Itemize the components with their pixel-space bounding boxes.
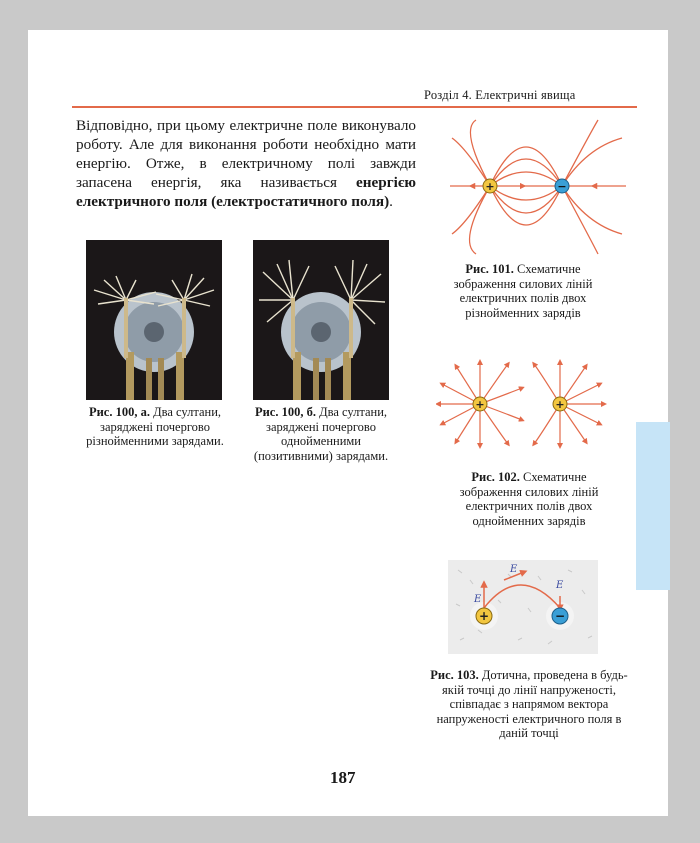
chapter-side-tab xyxy=(636,422,670,590)
fig102-plus-symbol-right: + xyxy=(555,398,565,411)
caption-fig-103-text: Дотична, проведена в будь-якій точці до лінії напруженості, співпадає з напрямом вектора напруженості електричного поля в даній точці xyxy=(436,668,628,740)
caption-fig-102 xyxy=(444,470,614,528)
fig102-plus-symbol-left: + xyxy=(475,398,485,411)
caption-fig-100b xyxy=(250,405,392,463)
photo-fig-100b xyxy=(253,240,389,400)
fig101-minus-symbol: − xyxy=(557,180,567,193)
fig103-plus-symbol: + xyxy=(478,609,490,623)
caption-fig-100a-label: Рис. 100, а. xyxy=(88,405,150,419)
page-number: 187 xyxy=(330,768,356,787)
diagram-fig-101-opposite-charges xyxy=(436,118,636,256)
electroscope-like-charges-illustration xyxy=(253,240,389,400)
fig103-vector-label-3: E xyxy=(556,580,564,591)
caption-fig-100a xyxy=(84,405,226,449)
fig101-plus-symbol: + xyxy=(485,180,495,193)
photo-fig-100a xyxy=(86,240,222,400)
body-text-part1: Відповідно, при цьому електричне поле виконувало роботу. Але для виконання роботи необхідно мати енергію. Отже, в електричному полі завжди запасена енергія, яка називається xyxy=(76,117,416,191)
caption-fig-100b-text: Два султани, заряджені почергово однойменними (позитивними) зарядами. xyxy=(253,405,389,463)
caption-fig-101-text: Схематичне зображення силових ліній електричних полів двох різнойменних зарядів xyxy=(453,262,593,320)
caption-fig-100b-label: Рис. 100, б. xyxy=(254,405,316,419)
fig103-vector-label-2: E xyxy=(510,564,518,575)
caption-fig-102-text: Схематичне зображення силових ліній електричних полів двох однойменних зарядів xyxy=(459,470,599,528)
section-header: Розділ 4. Електричні явища xyxy=(424,88,576,102)
fig103-vector-label-1: E xyxy=(474,594,482,605)
caption-fig-101-label: Рис. 101. xyxy=(465,262,514,276)
caption-fig-102-label: Рис. 102. xyxy=(471,470,520,484)
diagram-fig-102-like-charges xyxy=(436,358,632,450)
diagram-fig-103-tangent-vector xyxy=(448,560,598,654)
body-text-part2: . xyxy=(389,193,393,210)
fig103-minus-symbol: − xyxy=(554,609,566,623)
caption-fig-101 xyxy=(438,262,608,320)
caption-fig-100a-text: Два султани, заряджені почергово різнойменними зарядами. xyxy=(86,405,224,448)
header-rule xyxy=(72,106,637,108)
electroscope-opposite-charges-illustration xyxy=(86,240,222,400)
caption-fig-103 xyxy=(424,668,634,741)
body-text-bold: енергією електричного поля (електростатичного поля) xyxy=(76,174,416,210)
body-paragraph xyxy=(76,116,416,211)
caption-fig-103-label: Рис. 103. xyxy=(430,668,479,682)
